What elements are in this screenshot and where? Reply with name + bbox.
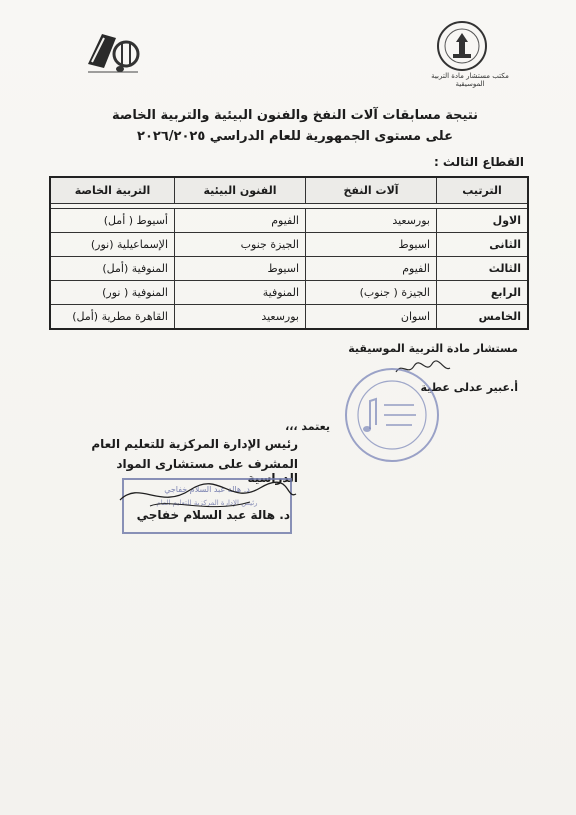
- table-row: [50, 281, 528, 305]
- table-cell: اسوان: [306, 305, 437, 330]
- table-cell: الجيزة ( جنوب): [306, 281, 437, 305]
- rank-cell: الخامس: [437, 305, 529, 330]
- table-cell: المنوفية ( نور): [50, 281, 175, 305]
- approval-label: يعتمد ،،،: [285, 420, 330, 433]
- rank-cell: الثانى: [437, 233, 529, 257]
- ministry-seal-logo: [436, 20, 488, 72]
- head-title: رئيس الإدارة المركزية للتعليم العام: [91, 437, 298, 451]
- header-environmental-arts: الفنون البيئية: [175, 177, 306, 204]
- table-row: [50, 233, 528, 257]
- header-rank: الترتيب: [437, 177, 529, 204]
- document-title-line1: نتيجة مسابقات آلات النفخ والفنون البيئية والتربية الخاصة: [111, 108, 479, 123]
- table-cell: الإسماعيلية (نور): [50, 233, 175, 257]
- table-cell: اسيوط: [306, 233, 437, 257]
- table-cell: أسيوط ( أمل): [50, 209, 175, 233]
- rank-cell: الرابع: [437, 281, 529, 305]
- rank-cell: الثالث: [437, 257, 529, 281]
- document-title-line2: على مستوى الجمهورية للعام الدراسي ٢٠٢٦/٢٠٢٥: [137, 129, 453, 144]
- header-wind-instruments: آلات النفخ: [306, 177, 437, 204]
- table-cell: الفيوم: [175, 209, 306, 233]
- table-cell: المنوفية (أمل): [50, 257, 175, 281]
- music-education-logo: [82, 24, 142, 78]
- office-caption: مكتب مستشار مادة التربية الموسيقية: [431, 72, 509, 88]
- table-row: [50, 209, 528, 233]
- head-name: د. هالة عبد السلام خفاجي: [136, 508, 290, 522]
- table-cell: القاهرة مطرية (أمل): [50, 305, 175, 330]
- table-cell: المنوفية: [175, 281, 306, 305]
- stamp-name-line: د. هالة عبد السلام خفاجي: [164, 485, 250, 494]
- rank-cell: الاول: [437, 209, 529, 233]
- header-special-education: التربية الخاصة: [50, 177, 175, 204]
- results-table: [49, 176, 529, 330]
- table-cell: بورسعيد: [175, 305, 306, 330]
- table-cell: اسيوط: [175, 257, 306, 281]
- head-subtitle: المشرف على مستشارى المواد الدراسية: [116, 457, 298, 485]
- table-row: [50, 305, 528, 330]
- table-header-row: [50, 177, 528, 204]
- table-cell: الفيوم: [306, 257, 437, 281]
- table-cell: الجيزة جنوب: [175, 233, 306, 257]
- sector-label: القطاع الثالث :: [433, 155, 524, 169]
- table-row: [50, 257, 528, 281]
- office-round-stamp: [340, 365, 444, 465]
- advisor-title: مستشار مادة التربية الموسيقية: [348, 342, 518, 355]
- advisor-name: أ.عبير عدلى عطية: [420, 381, 518, 394]
- table-cell: بورسعيد: [306, 209, 437, 233]
- stamp-title-line: رئيس الإدارة المركزية للتعليم العام: [156, 499, 258, 507]
